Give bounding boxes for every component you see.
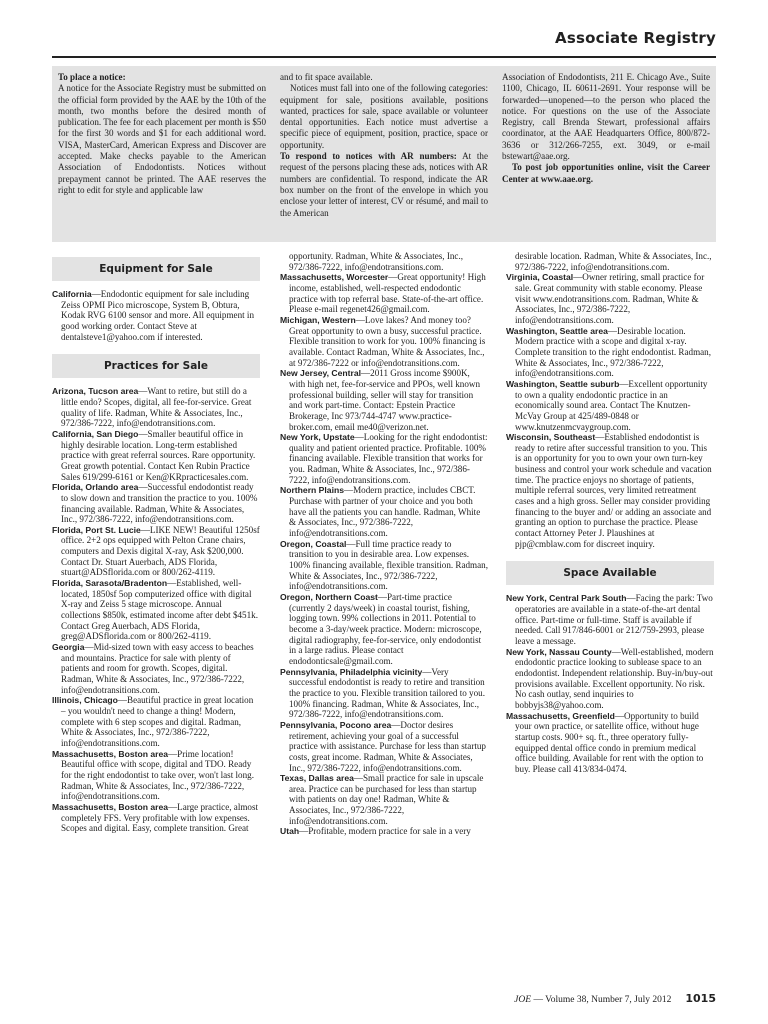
listing-item: [52, 429, 260, 482]
listing-title: California, San Diego: [52, 428, 139, 439]
listing-title: Massachusetts, Boston area: [52, 748, 169, 759]
listing-title: California: [52, 289, 92, 299]
listing-text: —Profitable, modern practice for sale in a very: [299, 826, 471, 837]
listing-item: [280, 485, 488, 538]
listing-item: [52, 578, 260, 642]
listing-title: Washington, Seattle suburb: [506, 378, 620, 389]
notice-box: [52, 66, 716, 242]
section-heading-practices: Practices for Sale: [52, 354, 260, 378]
notice-text: Notices must fall into one of the following categories: equipment for sale, positions available, positions wanted, practices for sale, space available or volunteer dental opportunities. Each notice must advertise a specific piece of equipment, position, practice, space or opportunity.: [280, 83, 488, 150]
continued-text: opportunity. Radman, White & Associates, Inc., 972/386-7222, info@endotransitions.com.: [289, 251, 464, 272]
listing-title: Florida, Orlando area: [52, 482, 139, 493]
listing-item: [280, 315, 488, 368]
listing-text: —Small practice for sale in upscale area. Practice can be purchased for less than startup with patients on day one! Radman, White & Associates, Inc., 972/386-7222, info@endotransitions.com.: [289, 773, 484, 826]
page-number: 1015: [685, 992, 716, 1005]
section-heading-space: Space Available: [506, 561, 714, 585]
listing-title: Massachusetts, Greenfield: [506, 710, 615, 721]
listing-item: [506, 326, 714, 379]
listing-title: Georgia: [52, 642, 85, 653]
listing-item: [52, 525, 260, 578]
listing-title: New York, Upstate: [280, 432, 355, 443]
column-2: [280, 251, 488, 837]
listing-title: Virginia, Coastal: [506, 272, 574, 283]
listing-text: —Mid-sized town with easy access to beaches and mountains. Practice for sale with plenty of patients and room for growth. Scopes, digital. Radman, White & Associates, Inc., 972/386-7222, info@endotransitions.com.: [61, 642, 254, 695]
page-title: Associate Registry: [555, 29, 716, 47]
listing-item: [280, 539, 488, 592]
listing-item: [506, 379, 714, 432]
listing-item: [280, 272, 488, 315]
column-1: [52, 251, 260, 834]
listing-title: New York, Central Park South: [506, 593, 627, 604]
listing-title: Oregon, Northern Coast: [280, 592, 378, 602]
notice-text: At the request of the persons placing these ads, notices with AR numbers are confidential. To respond, indicate the AR box number on the front of the envelope in which you enclose your letter of interest, CV or résumé, and mail to the American: [280, 151, 488, 218]
listing-text: —Prime location! Beautiful office with scope, digital and TDO. Ready for the right endodontist to take over, won't last long. Radman, White & Associates, Inc., 972/386-7222, info@endotransitions.com.: [61, 748, 254, 802]
listing-text: —Excellent opportunity to own a quality endodontic practice in an economically sound area. Contact The Knutzen-McVay Group at 425/489-0848 or www.knutzenmcvaygroup.com.: [515, 378, 708, 432]
issue-info: — Volume 38, Number 7, July 2012: [531, 995, 672, 1005]
listing-item: [280, 667, 488, 720]
listing-item: [280, 368, 488, 432]
listing-title: Washington, Seattle area: [506, 325, 608, 336]
listing-item: [506, 593, 714, 646]
listing-item: [506, 272, 714, 325]
listing-text: —Owner retiring, small practice for sale. Great community with stable economy. Please visit www.endotransitions.com. Radman, White & Associates, Inc., 972/386-7222, info@endotransitions.com.: [515, 272, 705, 325]
listing-item: [52, 695, 260, 748]
listing-text: —Great opportunity! High income, established, well-respected endodontic practice with top referral base. State-of-the-art office. Please e-mail regenet426@gmail.com.: [289, 272, 486, 315]
listing-item: [52, 482, 260, 525]
listing-text: —Large practice, almost completely FFS. Very profitable with low expenses. Scopes and digital. Easy, complete transition. Great: [61, 801, 259, 834]
notice-text: Association of Endodontists, 211 E. Chicago Ave., Suite 1100, Chicago, IL 60611-2691. Your response will be forwarded—unopened—to the person who placed the notice. For questions on the use of the Associate Registry, call Brenda Stewart, professional affairs coordinator, at the AAE Headquarters Office, 800/872-3636 or 312/266-7255, ext. 3049, or e-mail bstewart@aae.org.: [502, 72, 710, 162]
listing-title: Wisconsin, Southeast: [506, 432, 596, 443]
listing-text: —Full time practice ready to transition to you in desirable area. Low expenses. 100% financing available, flexible transition. Radman, White & Associates, Inc., 972/386-7222, info@endotransitions.com.: [289, 538, 488, 592]
listing-title: Michigan, Western: [280, 314, 356, 325]
listing-title: Illinois, Chicago: [52, 695, 118, 706]
listing-title: Northern Plains: [280, 485, 344, 496]
listing-title: New Jersey, Central: [280, 368, 362, 379]
listing-item: [52, 386, 260, 429]
listing-text: —Love lakes? And money too? Great opportunity to own a busy, successful practice. Flexible transition to work for you. 100% financing is available. Contact Radman, White & Associates, Inc., at 972/386-7222 or info@endotransitions.com.: [289, 314, 486, 368]
listing-item: [52, 802, 260, 834]
listing-title: Arizona, Tucson area: [52, 386, 139, 397]
listing-title: Florida, Port St. Lucie: [52, 524, 141, 535]
listing-item: [280, 592, 488, 667]
listing-item: [506, 647, 714, 711]
listing-text: —Desirable location. Modern practice with a scope and digital x-ray. Complete transition to the right endodontist. Radman, White & Associates, Inc., 972/386-7222, info@endotransitions.com.: [515, 325, 711, 379]
listing-text: —Smaller beautiful office in highly desirable location. Long-term established practice with great referral sources. Rare opportunity. Great growth potential. Contact Ken Rubin Practice Sales 619/299-6161 or Ken@KRpracticesales.com.: [61, 428, 256, 482]
listing-item: [280, 720, 488, 773]
listing-text: —Established, well-located, 1850sf 5op computerized office with digital X-ray and Zeiss 5 stage microscope. Annual collections $850k, estimated income after debt $451k. Contact Greg Auerbach, ADS Florida, greg@ADSflorida.com or 800/262-4119.: [61, 578, 258, 642]
listing-title: Oregon, Coastal: [280, 538, 347, 549]
listing-text: —Part-time practice (currently 2 days/week) in coastal tourist, fishing, logging town. 99% collections in 2011. Potential to become a 3-day/week practice. Modern: microscope, digital radiography, fee-for-service, only endodontist in a large radius. Please contact endodonticsale@gmail.com.: [289, 592, 482, 666]
listing-title: Massachusetts, Worcester: [280, 272, 389, 283]
listing-text: —Opportunity to build your own practice, or satellite office, without huge startup costs. 900+ sq. ft., three operatory fully-equipped dental office condo in premium medical office building. Available for rent with the option to buy. Please call 413/834-0474.: [515, 710, 704, 774]
listing-text: —Doctor desires retirement, achieving your goal of a successful practice with assistance. Purchase for less than startup costs, great income. Radman, White & Associates, Inc., 972/386-7222, info@endotransitions.com.: [289, 719, 486, 773]
listing-text: —Facing the park: Two operatories are available in a state-of-the-art dental office. Part-time or full-time. Staff is available if needed. Call 917/846-6001 or 212/759-2993, please leave a message.: [515, 593, 713, 646]
listing-item: [52, 289, 260, 342]
notice-response-heading: To respond to notices with AR numbers:: [280, 151, 457, 162]
journal-name: JOE: [514, 995, 532, 1005]
notice-column-2: [280, 72, 488, 219]
listing-text: —Very successful endodontist is ready to retire and transition the practice to you. Flexible transition tailored to you. 100% financing. Radman, White & Associates, Inc., 972/386-7222, info@endotransitions.com.: [289, 666, 485, 720]
continued-text: desirable location. Radman, White & Associates, Inc., 972/386-7222, info@endotransitions.com.: [515, 251, 712, 272]
listing-item: [52, 642, 260, 695]
listing-item: [280, 773, 488, 826]
page-footer: [514, 992, 716, 1005]
notice-heading: To place a notice:: [58, 72, 126, 82]
listing-item: [506, 432, 714, 549]
listing-item: [280, 826, 488, 837]
listing-title: New York, Nassau County: [506, 646, 612, 657]
listing-title: Florida, Sarasota/Bradenton: [52, 578, 168, 589]
listing-item: [280, 432, 488, 485]
listing-text: —Beautiful practice in great location – you wouldn't need to change a thing! Modern, complete with 6 step scopes and digital. Radman, White & Associates, Inc., 972/386-7222, info@endotransitions.com.: [61, 695, 254, 748]
listing-text: —Endodontic equipment for sale including Zeiss OPMI Pico microscope, System B, Obtura, Kodak RVG 6100 sensor and more. All equipment in good working order. Contact Steve at dentalsteve1@yahoo.com if interested.: [61, 289, 254, 342]
listing-title: Utah: [280, 826, 300, 837]
listing-text: —LIKE NEW! Beautiful 1250sf office. 2+2 ops equipped with Pelton Crane chairs, computers and Dexis digital X-ray, Ask $200,000. Contact Dr. Stuart Auerbach, ADS Florida, stuart@ADSflorida.com or 800/262-4119.: [61, 524, 260, 578]
listing-text: —Modern practice, includes CBCT. Purchase with partner of your choice and you both have all the patients you can handle. Radman, White & Associates, Inc., 972/386-7222, info@endotransitions.com.: [289, 485, 481, 539]
listing-text: —Successful endodontist ready to slow down and transition the practice to you. 100% financing available. Radman, White & Associates, Inc., 972/386-7222, info@endotransitions.com.: [61, 482, 258, 525]
listing-item: [506, 711, 714, 775]
listing-title: Massachusetts, Boston area: [52, 801, 169, 812]
section-heading-equipment: Equipment for Sale: [52, 257, 260, 281]
notice-text: and to fit space available.: [280, 72, 373, 82]
listing-text: —Want to retire, but still do a little endo? Scopes, digital, all fee-for-service. Great quality of life. Radman, White & Associates, Inc., 972/386-7222, info@endotransitions.com.: [61, 386, 252, 429]
column-3: [506, 251, 714, 775]
listing-title: Pennsylvania, Pocono area: [280, 719, 392, 730]
listing-text: —Established endodontist is ready to retire after successful transition to you. This is an opportunity for you to own your own turn-key business and control your work schedule and vacation time. The practice enjoys no shortage of patients, multiple referral sources, very limited retreatment cases and a high gross. Seller may consider providing financing to the buyer and/ or adding an associate and granting an option to purchase the practice. Please contact Attorney Peter J. Plaushines at pjp@cmblaw.com for discreet inquiry.: [515, 432, 712, 549]
header-rule: [52, 56, 716, 58]
listing-title: Pennsylvania, Philadelphia vicinity: [280, 666, 423, 677]
listing-text: —2011 Gross income $900K, with high net, fee-for-service and PPOs, well known professional building, seller will stay for transition and work part-time. Contact: Epstein Practice Brokerage, Inc 973/744-4747 www.practice-broker.com, email me40@verizon.net.: [289, 368, 480, 432]
listing-text: —Well-established, modern endodontic practice looking to sublease space to an endodontist. Independent relationship. Buy-in/buy-out provisions available. Excellent opportunity. No risk. No cash outlay, send inquiries to bobbyjs38@yahoo.com.: [515, 646, 714, 710]
notice-column-1: [58, 72, 266, 196]
notice-online-text: To post job opportunities online, visit the Career Center at www.aae.org.: [502, 162, 710, 184]
listing-item: [52, 749, 260, 802]
notice-text: A notice for the Associate Registry must be submitted on the official form provided by the AAE by the 10th of the month, two months before the desired month of publication. The fee for each placement per month is $50 for the first 30 words and $1 for each additional word. VISA, MasterCard, American Express and Discover are accepted. Make checks payable to the American Association of Endodontists. Notices without prepayment cannot be printed. The AAE reserves the right to edit for style and applicable law: [58, 83, 266, 195]
listing-title: Texas, Dallas area: [280, 773, 354, 784]
listing-text: —Looking for the right endodontist: quality and patient oriented practice. Profitable. 100% financing available. Flexible transition that works for you. Radman, White & Associates, Inc., 972/386-7222, info@endotransitions.com.: [289, 432, 488, 485]
notice-column-3: [502, 72, 710, 185]
